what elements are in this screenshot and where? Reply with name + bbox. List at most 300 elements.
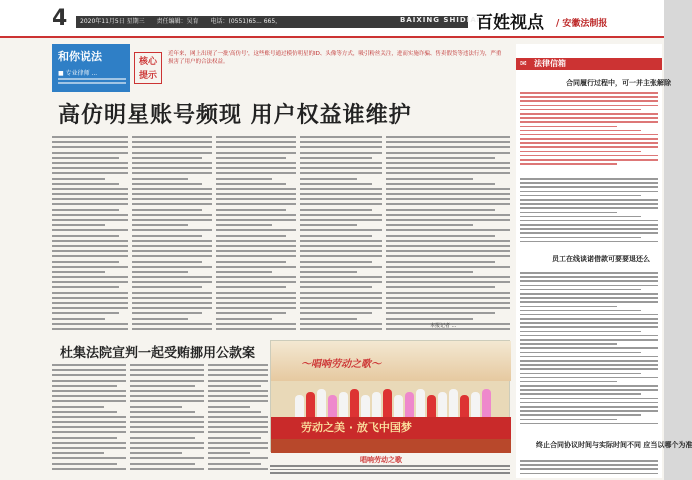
text-line: [300, 292, 382, 294]
newspaper-name: / 安徽法制报: [556, 19, 608, 29]
second-headline: 杜集法院宣判一起受贿挪用公款案: [60, 346, 256, 361]
text-line: [130, 468, 204, 470]
text-line: [216, 167, 296, 169]
text-line: [52, 255, 128, 257]
text-line: [52, 442, 126, 444]
text-line: [132, 178, 188, 180]
text-line: [52, 421, 126, 423]
text-line: [130, 457, 204, 459]
text-line: [520, 352, 641, 354]
text-line: [52, 250, 128, 252]
text-line: [216, 136, 296, 138]
article-column-1: [52, 136, 128, 336]
text-line: [300, 276, 382, 278]
text-line: [520, 105, 658, 107]
text-line: [132, 214, 212, 216]
text-line: [386, 167, 510, 169]
column-badge-lines: [58, 78, 126, 90]
page-number: 4: [52, 6, 68, 31]
text-line: [52, 374, 126, 376]
performer: [295, 395, 304, 417]
text-line: [520, 92, 658, 94]
text-line: [520, 130, 641, 132]
text-line: [520, 360, 658, 362]
text-line: [216, 193, 296, 195]
text-line: [520, 331, 641, 333]
text-line: [520, 212, 617, 214]
text-line: [520, 347, 658, 349]
performer: [350, 389, 359, 417]
performer: [460, 395, 469, 417]
text-line: [52, 157, 119, 159]
text-line: [386, 297, 510, 299]
text-line: [386, 209, 495, 211]
performer: [306, 392, 315, 417]
text-line: [520, 272, 658, 274]
article-column-3: [216, 136, 296, 336]
text-line: [520, 237, 641, 239]
text-line: [300, 183, 372, 185]
text-line: [52, 281, 128, 283]
text-line: [52, 390, 126, 392]
text-line: [52, 229, 128, 231]
event-photo: [270, 340, 510, 452]
text-line: [386, 203, 510, 205]
core-hint-text: 近年来，网上出现了一批'高仿号'，这些账号通过模仿明星的ID、头像等方式，吸引粉丝关注，进而实施诈骗、售卖假货等违法行为，严重损害了用户的合法权益。: [168, 51, 502, 65]
text-line: [270, 469, 510, 471]
text-line: [52, 416, 126, 418]
text-line: [520, 373, 641, 375]
text-line: [216, 203, 296, 205]
text-line: [300, 281, 382, 283]
text-line: [520, 356, 658, 358]
performer: [405, 392, 414, 417]
text-line: [520, 109, 641, 111]
photo-script-text: ～唱响劳动之歌～: [301, 359, 381, 370]
text-line: [132, 240, 212, 242]
text-line: [300, 235, 372, 237]
text-line: [520, 326, 658, 328]
text-line: [130, 411, 195, 413]
text-line: [270, 472, 510, 474]
text-line: [216, 302, 296, 304]
text-line: [520, 126, 617, 128]
text-line: [52, 312, 119, 314]
text-line: [300, 271, 357, 273]
second-article-column-1: [52, 364, 126, 476]
text-line: [300, 328, 382, 330]
text-line: [300, 229, 382, 231]
performer: [416, 389, 425, 417]
text-line: [132, 198, 212, 200]
text-line: [520, 186, 658, 188]
text-line: [52, 406, 104, 408]
text-line: [52, 178, 105, 180]
text-line: [132, 245, 212, 247]
text-line: [132, 286, 202, 288]
text-line: [132, 183, 202, 185]
article-byline: 本报记者 ...: [430, 323, 457, 329]
text-line: [216, 266, 296, 268]
performer: [383, 389, 392, 417]
text-line: [52, 380, 126, 382]
text-line: [52, 172, 128, 174]
text-line: [52, 400, 126, 402]
header-pinyin: BAIXING SHIDIAN: [400, 16, 484, 24]
text-line: [386, 261, 495, 263]
main-headline: 高仿明星账号频现 用户权益谁维护: [58, 103, 412, 128]
text-line: [520, 134, 658, 136]
text-line: [520, 241, 658, 243]
text-line: [386, 312, 495, 314]
text-line: [52, 452, 104, 454]
text-line: [52, 286, 119, 288]
text-line: [216, 261, 286, 263]
text-line: [520, 163, 617, 165]
text-line: [52, 167, 128, 169]
text-line: [216, 292, 296, 294]
second-article-column-3: [208, 364, 268, 476]
text-line: [208, 395, 268, 397]
article-column-5: [386, 136, 510, 336]
text-line: [520, 151, 641, 153]
performer: [438, 392, 447, 417]
section3-title: 终止合同协议时间与实际时间不同 应当以哪个为准: [536, 441, 692, 449]
photo-caption: 唱响劳动之歌: [360, 456, 402, 464]
text-line: [520, 297, 658, 299]
text-line: [386, 157, 495, 159]
text-line: [300, 172, 382, 174]
text-line: [52, 209, 119, 211]
text-line: [386, 178, 473, 180]
text-line: [132, 250, 212, 252]
text-line: [520, 203, 658, 205]
text-line: [520, 335, 658, 337]
text-line: [300, 167, 382, 169]
photo-performers: [295, 387, 495, 417]
text-line: [300, 141, 382, 143]
column-badge-author: ■ 专业律师 ...: [58, 70, 98, 77]
text-line: [208, 369, 268, 371]
text-line: [216, 281, 296, 283]
text-line: [386, 292, 510, 294]
text-line: [52, 395, 126, 397]
text-line: [132, 229, 212, 231]
text-line: [208, 437, 261, 439]
text-line: [216, 188, 296, 190]
text-line: [520, 232, 658, 234]
text-line: [216, 157, 286, 159]
text-line: [208, 421, 268, 423]
text-line: [216, 183, 286, 185]
text-line: [208, 426, 268, 428]
text-line: [300, 297, 382, 299]
text-line: [300, 157, 372, 159]
header-date: 2020年11月5日 星期三: [80, 18, 145, 25]
text-line: [208, 452, 250, 454]
text-line: [386, 224, 473, 226]
second-article-column-2: [130, 364, 204, 476]
text-line: [130, 385, 195, 387]
text-line: [132, 328, 212, 330]
text-line: [130, 442, 204, 444]
text-line: [520, 96, 658, 98]
performer: [317, 389, 326, 417]
text-line: [216, 328, 296, 330]
text-line: [300, 219, 382, 221]
text-line: [300, 224, 357, 226]
text-line: [300, 286, 372, 288]
text-line: [132, 172, 212, 174]
performer: [482, 389, 491, 417]
article-column-2: [132, 136, 212, 336]
text-line: [216, 255, 296, 257]
text-line: [300, 245, 382, 247]
text-line: [520, 468, 658, 470]
text-line: [52, 183, 119, 185]
text-line: [300, 152, 382, 154]
text-line: [130, 463, 195, 465]
text-line: [520, 389, 658, 391]
text-line: [520, 393, 641, 395]
text-line: [300, 250, 382, 252]
column-badge: [52, 44, 130, 92]
text-line: [520, 381, 617, 383]
text-line: [520, 398, 658, 400]
text-line: [520, 276, 658, 278]
text-line: [300, 178, 357, 180]
text-line: [208, 416, 268, 418]
text-line: [386, 235, 495, 237]
text-line: [216, 323, 296, 325]
text-line: [216, 146, 296, 148]
text-line: [386, 172, 510, 174]
text-line: [216, 229, 296, 231]
section2-body: [520, 272, 658, 432]
text-line: [216, 152, 296, 154]
text-line: [130, 437, 195, 439]
text-line: [520, 280, 658, 282]
text-line: [132, 318, 188, 320]
text-line: [132, 193, 212, 195]
text-line: [386, 183, 495, 185]
page-header: [0, 0, 664, 38]
performer: [471, 392, 480, 417]
text-line: [52, 188, 128, 190]
text-line: [132, 266, 212, 268]
photo-stage: [271, 439, 511, 453]
text-line: [132, 235, 202, 237]
text-line: [130, 390, 204, 392]
text-line: [132, 271, 188, 273]
text-line: [300, 255, 382, 257]
text-line: [520, 289, 641, 291]
text-line: [300, 193, 382, 195]
text-line: [208, 400, 268, 402]
legal-mailbox-header: [516, 58, 662, 70]
text-line: [52, 245, 128, 247]
text-line: [520, 314, 658, 316]
text-line: [52, 457, 126, 459]
text-line: [132, 281, 212, 283]
text-line: [52, 198, 128, 200]
text-line: [130, 406, 182, 408]
text-line: [386, 281, 510, 283]
text-line: [386, 271, 473, 273]
text-line: [520, 301, 658, 303]
section1-body: [520, 92, 658, 176]
text-line: [52, 364, 126, 366]
text-line: [208, 364, 268, 366]
text-line: [52, 162, 128, 164]
text-line: [520, 285, 658, 287]
text-line: [386, 141, 510, 143]
text-line: [520, 368, 658, 370]
text-line: [52, 276, 128, 278]
text-line: [52, 369, 126, 371]
text-line: [386, 286, 495, 288]
header-phone: 电话：(0551)65... 665，: [210, 18, 282, 25]
text-line: [132, 307, 212, 309]
text-line: [208, 442, 268, 444]
text-line: [132, 292, 212, 294]
text-line: [216, 250, 296, 252]
text-line: [216, 219, 296, 221]
text-line: [300, 146, 382, 148]
text-line: [386, 146, 510, 148]
text-line: [132, 203, 212, 205]
text-line: [216, 312, 286, 314]
text-line: [386, 307, 510, 309]
text-line: [208, 380, 268, 382]
text-line: [132, 152, 212, 154]
performer: [339, 392, 348, 417]
text-line: [52, 146, 128, 148]
text-line: [386, 214, 510, 216]
text-line: [386, 229, 510, 231]
text-line: [520, 460, 658, 462]
text-line: [300, 209, 372, 211]
text-line: [216, 141, 296, 143]
text-line: [216, 240, 296, 242]
text-line: [520, 410, 658, 412]
text-line: [208, 390, 268, 392]
section3-body: [520, 460, 658, 478]
text-line: [216, 209, 286, 211]
text-line: [52, 411, 117, 413]
text-line: [216, 276, 296, 278]
text-line: [216, 318, 272, 320]
text-line: [386, 302, 510, 304]
text-line: [300, 312, 372, 314]
text-line: [520, 339, 658, 341]
text-line: [520, 473, 658, 475]
text-line: [520, 117, 658, 119]
text-line: [300, 136, 382, 138]
text-line: [386, 245, 510, 247]
text-line: [386, 250, 510, 252]
text-line: [216, 245, 296, 247]
text-line: [132, 209, 202, 211]
text-line: [52, 203, 128, 205]
text-line: [520, 414, 641, 416]
legal-mailbox-title: 法律信箱: [534, 59, 566, 68]
text-line: [52, 385, 117, 387]
text-line: [520, 402, 658, 404]
text-line: [216, 235, 286, 237]
text-line: [132, 162, 212, 164]
text-line: [520, 155, 658, 157]
text-line: [208, 457, 268, 459]
text-line: [520, 113, 658, 115]
text-line: [270, 465, 510, 467]
text-line: [52, 292, 128, 294]
section1-title: 合同履行过程中，可一并主张解除: [566, 79, 671, 87]
text-line: [386, 266, 510, 268]
text-line: [52, 431, 126, 433]
text-line: [300, 307, 382, 309]
text-line: [520, 464, 658, 466]
text-line: [520, 364, 658, 366]
text-line: [386, 188, 510, 190]
text-line: [52, 447, 126, 449]
text-line: [52, 240, 128, 242]
photo-banner: 劳动之美 · 放飞中国梦: [271, 417, 511, 439]
text-line: [52, 302, 128, 304]
text-line: [520, 293, 658, 295]
text-line: [300, 214, 382, 216]
text-line: [216, 178, 272, 180]
text-line: [520, 419, 617, 421]
text-line: [52, 224, 105, 226]
performer: [328, 395, 337, 417]
text-line: [520, 228, 658, 230]
text-line: [208, 468, 268, 470]
text-line: [130, 416, 204, 418]
article-column-4: [300, 136, 382, 336]
text-line: [130, 374, 204, 376]
column-badge-title: 和你说法: [58, 50, 102, 63]
text-line: [520, 178, 658, 180]
text-line: [300, 203, 382, 205]
text-line: [52, 297, 128, 299]
text-line: [300, 162, 382, 164]
text-line: [216, 214, 296, 216]
text-line: [208, 431, 268, 433]
text-line: [132, 224, 188, 226]
text-line: [52, 219, 128, 221]
text-line: [520, 343, 617, 345]
text-line: [130, 431, 204, 433]
text-line: [132, 167, 212, 169]
text-line: [386, 162, 510, 164]
text-line: [300, 261, 372, 263]
text-line: [520, 322, 658, 324]
text-line: [130, 421, 204, 423]
text-line: [520, 423, 658, 425]
performer: [449, 389, 458, 417]
text-line: [132, 261, 202, 263]
text-line: [130, 426, 204, 428]
text-line: [520, 310, 641, 312]
text-line: [130, 447, 204, 449]
text-line: [520, 207, 658, 209]
text-line: [520, 182, 658, 184]
text-line: [130, 369, 204, 371]
text-line: [520, 377, 658, 379]
text-line: [386, 198, 510, 200]
text-line: [386, 219, 510, 221]
